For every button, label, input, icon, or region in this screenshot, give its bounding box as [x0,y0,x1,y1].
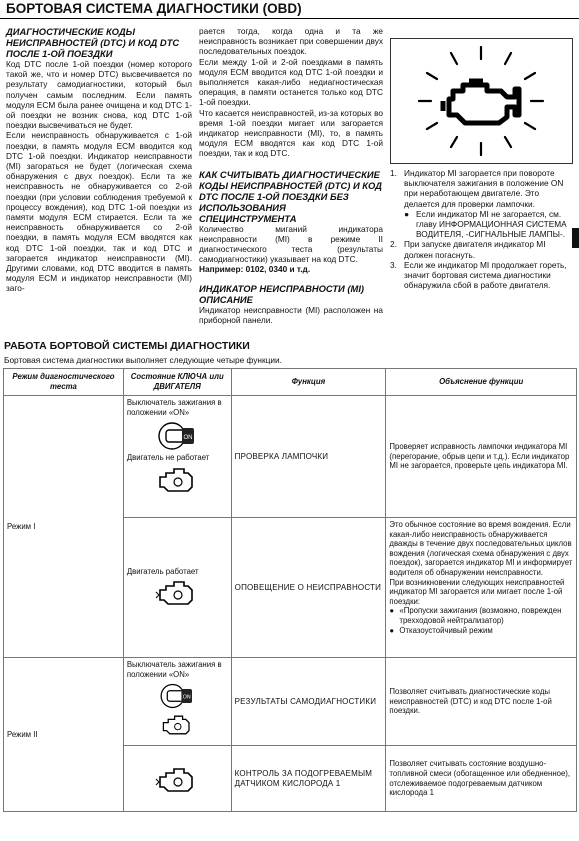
col2-paragraph-2: Если между 1-ой и 2-ой поездками в память модуля ECM вводится код DTC 1-ой поездки и выполняется какая-либо недиагностическая операция, в памяти останется только код DTC 1-ой поездки. [199,56,383,108]
mode-1-label: Режим I [7,521,36,531]
description-heading: ОПИСАНИЕ [199,293,253,305]
col2-paragraph-4: Количество миганий индикатора неисправности (MI) в режиме II диагностического теста (результаты самодиагностики) указывает на код DTC. [199,223,383,265]
col1-paragraph-2: Если неисправность обнаруживается с 1-ой поездки, в память модуля ECM вводится код DTC 1-ой поездки. Индикатор неисправности (MI) загораться не будет (логическая схема обнаружения с двух поездок). Если та же неисправность не обнаруживается со 2-ой поездки (при условии соблюдения требуемой к процессу вождения), код DTC 1-ой поездки из памяти модуля ECM стирается. Если та же неисправность обнаруживается со 2-ой поездки, в память модуля ECM вводятся как код DTC 1-ой поездки, так и код DTC и загорается индикатор неисправности (MI). Другими словами, код DTC вводится в память модуля ECM и индикатор неисправности (MI) заго- [6,130,192,294]
state-cell [123,396,231,518]
page-header [0,0,579,19]
engine-running-icon [154,578,200,608]
read-dtc-heading: КАК СЧИТЫВАТЬ ДИАГНОСТИЧЕСКИЕ КОДЫ НЕИСПРАВНОСТЕЙ (DTC) И КОД DTC ПОСЛЕ 1-ОЙ ПОЕЗДКИ БЕЗ ИСПОЛЬЗОВАНИЯ СПЕЦИНСТРУМЕНТА [199,168,382,224]
state-cell [123,746,231,812]
col2-paragraph-3: Что касается неисправностей, из-за которых во время 1-ой поездки мигает или загорается индикатор неисправности (MI), то, в память модуля ECM вводятся как код DTC 1-ой поездки, так и код DTC. [199,107,383,159]
explanation-first-trip: При возникновении следующих неисправностей индикатор MI загорается или мигает после 1-ой поездки: [389,577,565,606]
col1-paragraph-1: Код DTC после 1-ой поездки (номер которого такой же, что и номер DTC) высвечивается по результату самодиагностики, который был получен самым последним. Если память модуля ECM была ранее очищена и код DTC 1-ой поездки не возник снова, код DTC 1-ой поездки высвечиваться не будет. [6,59,192,131]
function-cell [231,518,386,658]
explanation-malfunction-alert: Это обычное состояние во время вождения. Если какая-либо неисправность обнаруживается дважды в течение двух последовательных циклов вождения (логическая схема обнаружения с двух поездок), загорается индикатор MI и информирует водителя об обнаружении неисправности. [389,520,573,577]
col2-paragraph-1: рается тогда, когда одна и та же неисправность возникает при совершении двух последовательных поездок. [199,26,383,57]
function-lamp-check: ПРОВЕРКА ЛАМПОЧКИ [234,451,329,461]
col2-paragraph-5: Индикатор неисправности (MI) расположен на приборной панели. [199,304,383,325]
list-item: 1. Индикатор MI загорается при повороте выключателя зажигания в положение ON при неработающем двигателе. Это делается для проверки лампочки. [390,168,564,209]
diagnostic-functions-table [3,368,577,812]
header-mode: Режим диагностического теста [4,369,124,396]
mi-indicator-illustration [390,38,573,164]
section-tab-marker [572,228,579,248]
function-cell [231,396,386,518]
list-item: 2. При запуске двигателя индикатор MI должен погаснуть. [390,239,546,260]
explanation-cell [386,658,577,746]
engine-running-icon [154,765,200,795]
svg-text:ON: ON [182,694,191,701]
explanation-o2-sensor: Позволяет считывать состояние воздушно-топливной смеси (обогащенное или обедненное), отслеживаемое подогреваемым датчиком кислорода 1 [389,759,571,798]
dtc-heading: ДИАГНОСТИЧЕСКИЕ КОДЫ НЕИСПРАВНОСТЕЙ (DTC) И КОД DTC ПОСЛЕ 1-ОЙ ПОЕЗДКИ [6,26,180,59]
page-title: БОРТОВАЯ СИСТЕМА ДИАГНОСТИКИ (OBD) [6,1,302,16]
ignition-key-icon [152,419,202,453]
section-title: РАБОТА БОРТОВОЙ СИСТЕМЫ ДИАГНОСТИКИ [4,340,250,352]
mode-cell [4,658,124,812]
explanation-cell [386,396,577,518]
explanation-lamp-check: Проверяет исправность лампочки индикатора MI (перегорание, обрыв цепи и т.д.). Если индикатор MI не загорается, проверьте цепь индикатора MI. [389,442,570,471]
function-cell [231,746,386,812]
mi-heading: ИНДИКАТОР НЕИСПРАВНОСТИ (MI) [199,282,365,294]
table-header-row [4,369,577,396]
engine-warning-icon [391,39,572,163]
explanation-self-diagnostics: Позволяет считывать диагностические коды неисправностей (DTC) и код DTC после 1-ой поездки. [389,687,552,716]
engine-running-label: Двигатель работает [126,566,199,576]
svg-text:ON: ON [183,435,193,442]
header-state: Состояние КЛЮЧА или ДВИГАТЕЛЯ [123,369,231,396]
function-cell [231,658,386,746]
mode-cell [4,396,124,658]
ignition-on-label: Выключатель зажигания в положении «ON» [126,398,222,417]
list-item: 3. Если же индикатор MI продолжает гореть, значит бортовая система диагностики обнаружила сбой в работе двигателя. [390,259,567,291]
ignition-on-label: Выключатель зажигания в положении «ON» [126,660,222,679]
state-cell [123,658,231,746]
header-explanation: Объяснение функции [386,369,577,396]
column-2 [199,26,383,325]
function-malfunction-alert: ОПОВЕЩЕНИЕ О НЕИСПРАВНОСТИ [234,582,382,592]
mode-2-label: Режим II [7,729,38,739]
explanation-cell [386,518,577,658]
example-text: Например: 0102, 0340 и т.д. [199,264,311,275]
state-cell [123,518,231,658]
engine-off-icon [154,465,200,495]
column-1 [6,26,192,294]
list-item: ● Отказоустойчивый режим [389,625,493,635]
mi-behavior-list [390,168,570,290]
function-self-diagnostics: РЕЗУЛЬТАТЫ САМОДИАГНОСТИКИ [234,696,377,706]
section-subtitle: Бортовая система диагностики выполняет следующие четыре функции. [4,355,282,365]
explanation-cell [386,746,577,812]
engine-off-icon [154,713,200,737]
function-o2-sensor: КОНТРОЛЬ ЗА ПОДОГРЕВАЕМЫМ ДАТЧИКОМ КИСЛОРОДА 1 [234,768,373,788]
list-item: ● «Пропуски зажигания (возможно, поврежден трехходовой нейтрализатор) [389,606,562,625]
list-item: ● Если индикатор MI не загорается, см. главу ИНФОРМАЦИОННАЯ СИСТЕМА ВОДИТЕЛЯ, -СИГНАЛЬНЫЕ ЛАМПЫ-. [404,208,567,240]
table-row [4,396,577,518]
ignition-key-icon [152,681,202,711]
header-function: Функция [231,369,386,396]
table-row [4,658,577,746]
engine-off-label: Двигатель не работает [126,453,210,463]
